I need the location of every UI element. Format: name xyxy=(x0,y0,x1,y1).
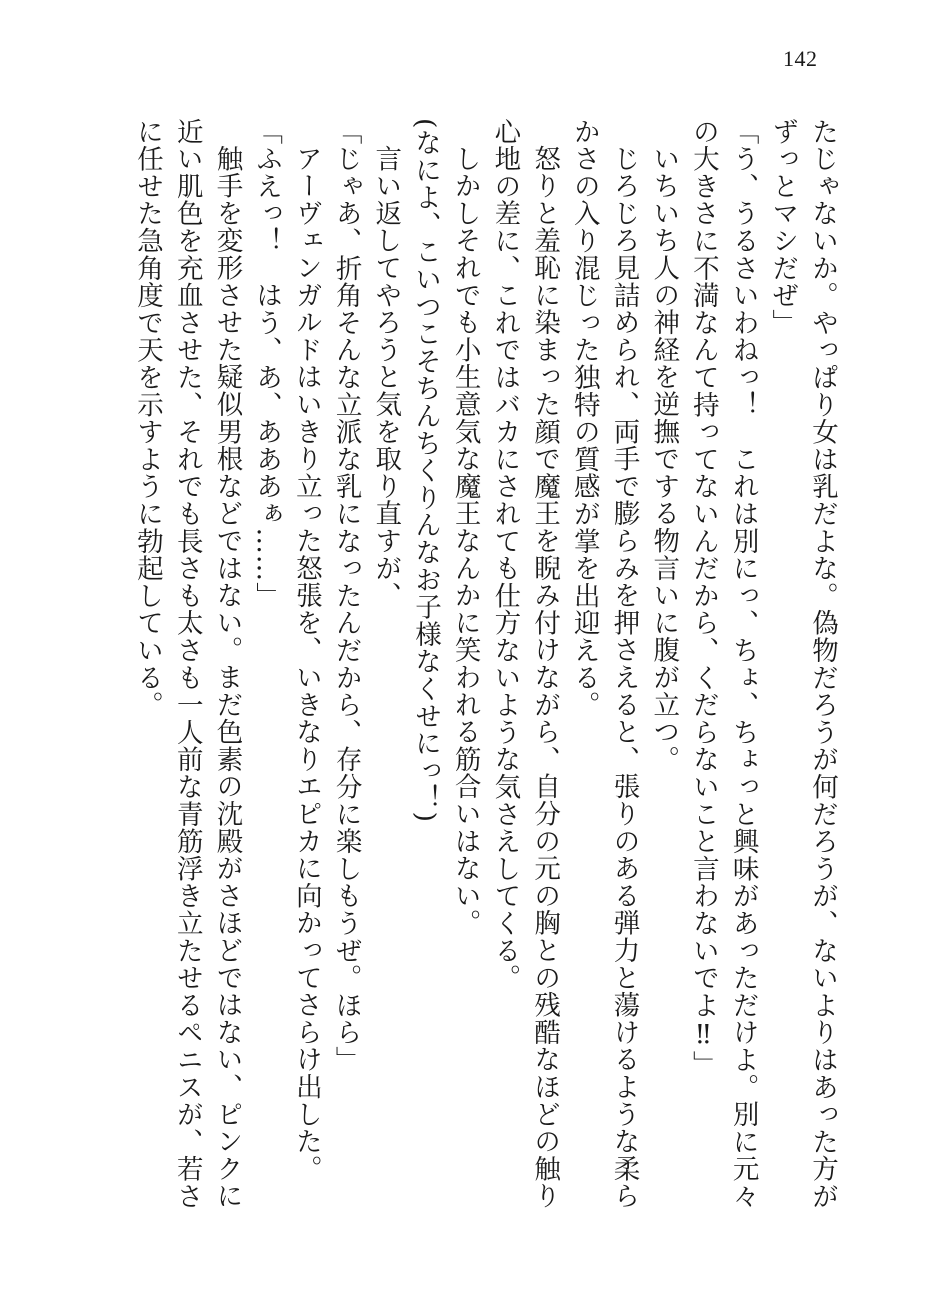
text-line: に任せた急角度で天を示すように勃起している。 xyxy=(132,118,164,719)
text-line: しかしそれでも小生意気な魔王なんかに笑われる筋合いはない。 xyxy=(449,144,481,937)
text-line: アーヴェンガルドはいきり立った怒張を、いきなりエピカに向かってさらけ出した。 xyxy=(290,144,322,1182)
text-line: 言い返してやろうと気を取り直すが、 xyxy=(370,144,402,609)
text-line: 怒りと羞恥に染まった顔で魔王を睨み付けながら、自分の元の胸との残酷なほどの触り xyxy=(529,144,561,1210)
text-line: かさの入り混じった独特の質感が掌を出迎える。 xyxy=(568,118,600,719)
text-line: の大きさに不満なんて持ってないんだから、くだらないこと言わないでよ‼」 xyxy=(687,118,719,1078)
page-number: 142 xyxy=(783,46,818,71)
text-line: 心地の差に、これではバカにされても仕方ないような気さえしてくる。 xyxy=(489,118,521,992)
text-line: いちいち人の神経を逆撫でする物言いに腹が立つ。 xyxy=(648,144,680,773)
text-line: 「う、うるさいわねっ！ これは別にっ、ちょ、ちょっと興味があっただけよ。別に元々 xyxy=(727,118,759,1210)
text-line: 触手を変形させた疑似男根などではない。まだ色素の沈殿がさほどではない、ピンクに xyxy=(211,144,243,1210)
vertical-text-body xyxy=(127,118,842,1228)
text-line: ずっとマシだぜ」 xyxy=(767,118,799,337)
text-line: (なによ、こいつこそちんちくりんなお子様なくせにっ！) xyxy=(409,118,441,823)
text-line: 近い肌色を充血させた、それでも長さも太さも一人前な青筋浮き立たせるペニスが、若さ xyxy=(171,118,203,1210)
text-line: じろじろ見詰められ、両手で膨らみを押さえると、張りのある弾力と蕩けるような柔ら xyxy=(608,144,640,1210)
text-line: 「ふえっ！ はう、あ、あああぁ……」 xyxy=(251,118,283,610)
text-line: 「じゃあ、折角そんな立派な乳になったんだから、存分に楽しもうぜ。ほら」 xyxy=(330,118,362,1074)
text-line: たじゃないか。やっぱり女は乳だよな。偽物だろうが何だろうが、ないよりはあった方が xyxy=(807,118,838,1210)
